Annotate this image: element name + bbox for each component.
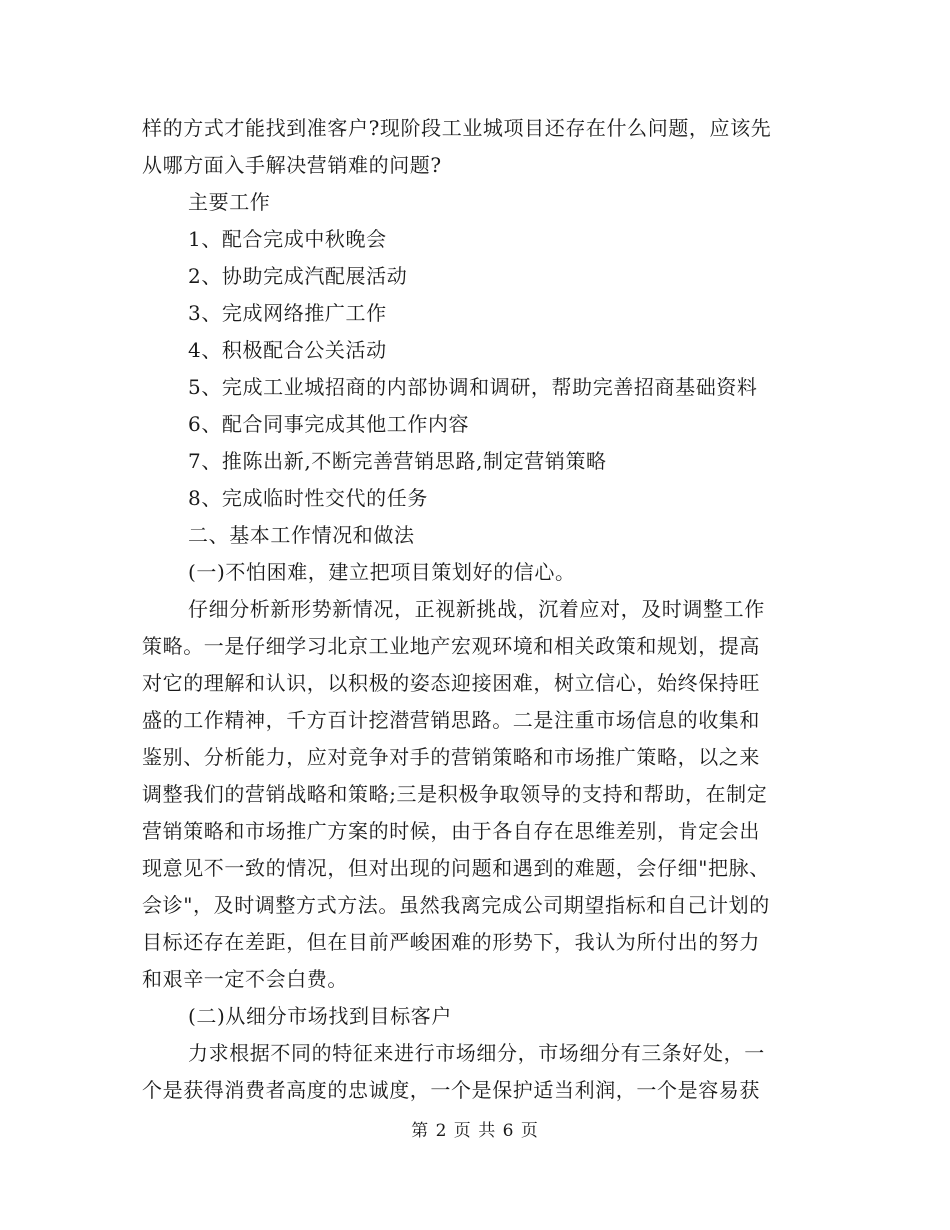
page-number-footer: 第 2 页 共 6 页: [411, 1121, 539, 1141]
list-item: 7、推陈出新,不断完善营销思路,制定营销策略: [188, 449, 607, 473]
list-item: 2、协助完成汽配展活动: [188, 264, 408, 288]
paragraph-line: 仔细分析新形势新情况，正视新挑战，沉着应对，及时调整工作: [188, 597, 765, 621]
paragraph-line: 鉴别、分析能力，应对竞争对手的营销策略和市场推广策略，以之来: [142, 745, 760, 769]
subsection-heading: (一)不怕困难，建立把项目策划好的信心。: [188, 560, 576, 584]
document-body: [142, 110, 822, 1109]
paragraph-line: 目标还存在差距，但在目前严峻困难的形势下，我认为所付出的努力: [142, 930, 760, 954]
paragraph-line: 调整我们的营销战略和策略;三是积极争取领导的支持和帮助，在制定: [142, 782, 768, 806]
subsection-heading: (二)从细分市场找到目标客户: [188, 1004, 453, 1028]
paragraph-line: 营销策略和市场推广方案的时候，由于各自存在思维差别，肯定会出: [142, 819, 760, 843]
list-item: 6、配合同事完成其他工作内容: [188, 412, 470, 436]
paragraph-line: 和艰辛一定不会白费。: [142, 967, 348, 991]
paragraph-line: 力求根据不同的特征来进行市场细分，市场细分有三条好处，一: [188, 1041, 765, 1065]
paragraph-line: 策略。一是仔细学习北京工业地产宏观环境和相关政策和规划，提高: [142, 634, 760, 658]
section-heading: 主要工作: [188, 190, 271, 214]
paragraph-line: 个是获得消费者高度的忠诚度，一个是保护适当利润，一个是容易获: [142, 1078, 760, 1102]
list-item: 5、完成工业城招商的内部协调和调研，帮助完善招商基础资料: [188, 375, 758, 399]
list-item: 3、完成网络推广工作: [188, 301, 387, 325]
list-item: 8、完成临时性交代的任务: [188, 486, 428, 510]
paragraph-line: 现意见不一致的情况，但对出现的问题和遇到的难题，会仔细"把脉、: [142, 856, 770, 880]
list-item: 4、积极配合公关活动: [188, 338, 387, 362]
paragraph-line: 从哪方面入手解决营销难的问题?: [142, 153, 442, 177]
list-item: 1、配合完成中秋晚会: [188, 227, 387, 251]
paragraph-line: 盛的工作精神，千方百计挖潜营销思路。二是注重市场信息的收集和: [142, 708, 760, 732]
paragraph-line: 会诊"，及时调整方式方法。虽然我离完成公司期望指标和自己计划的: [142, 893, 770, 917]
section-heading: 二、基本工作情况和做法: [188, 523, 415, 547]
paragraph-line: 对它的理解和认识，以积极的姿态迎接困难，树立信心，始终保持旺: [142, 671, 760, 695]
paragraph-line: 样的方式才能找到准客户?现阶段工业城项目还存在什么问题，应该先: [142, 116, 772, 140]
